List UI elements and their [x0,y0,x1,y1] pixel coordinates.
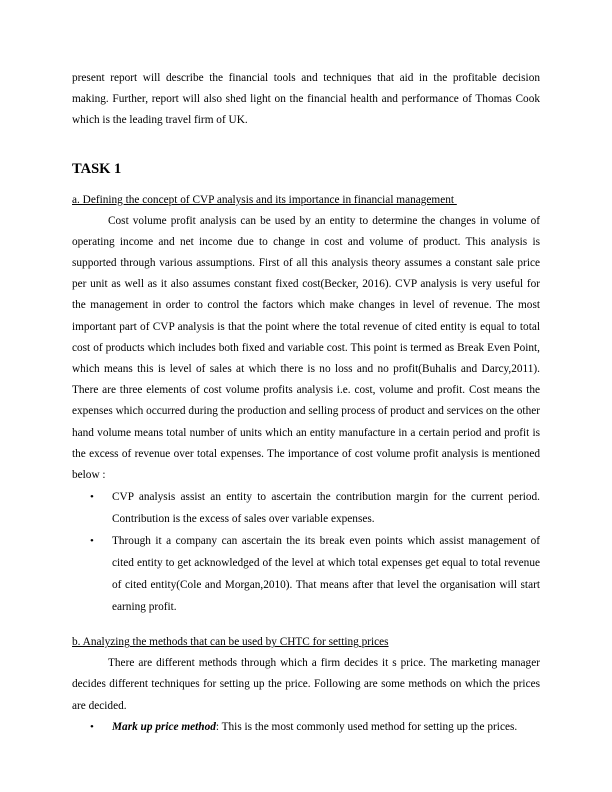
list-item [72,717,540,738]
bullet-icon: • [90,491,94,504]
bullet-text: Through it a company can ascertain the its break even points which assist management of cited entity to get acknowledged of the level at which total expenses get equal to total revenue of cited entity(Cole and Morgan,2010). That means after that level the organisation will start earning profit. [112,535,540,614]
method-description: : This is the most commonly used method for setting up the prices. [215,720,518,733]
section-a-body: Cost volume profit analysis can be used by an entity to determine the changes in volume of operating income and net income due to change in cost and volume of product. This analysis is supported through various assumptions. First of all this analysis theory assumes a constant sale price per unit as well as it also assumes constant fixed cost(Becker, 2016). CVP analysis is very useful for the management in order to control the factors which make changes in level of revenue. The most important part of CVP analysis is that the point where the total revenue of cited entity is equal to total cost of products which includes both fixed and variable cost. This point is termed as Break Even Point, which means this is level of sales at which there is no loss and no profit(Buhalis and Darcy,2011). There are three elements of cost volume profits analysis i.e. cost, volume and profit. Cost means the expenses which occurred during the production and selling process of product and services on the other hand volume means total number of units which an entity manufacture in a certain period and profit is the excess of revenue over total expenses. The importance of cost volume profit analysis is mentioned below : [72,214,540,482]
section-a [72,190,540,619]
section-a-heading: a. Defining the concept of CVP analysis and its importance in financial management [72,193,457,206]
section-b-bullet-list [72,717,540,738]
bullet-icon: • [90,535,94,548]
document-page [72,68,540,738]
section-b-body: There are different methods through which a firm decides it s price. The marketing manager decides different techniques for setting up the price. Following are some methods on which the prices are decided. [72,657,540,712]
section-a-bullet-list [72,486,540,618]
section-b-heading: b. Analyzing the methods that can be used by CHTC for setting prices [72,636,389,649]
list-item [72,486,540,530]
list-item [72,530,540,618]
bullet-icon: • [90,720,94,733]
bullet-text: CVP analysis assist an entity to ascertain the contribution margin for the current period. Contribution is the excess of sales over variable expenses. [112,491,540,526]
section-b [72,632,540,738]
intro-paragraph: present report will describe the financial tools and techniques that aid in the profitable decision making. Further, report will also shed light on the financial health and performance of Thomas Cook which is the leading travel firm of UK. [72,72,540,127]
method-term: Mark up price method [112,720,216,733]
task-heading: TASK 1 [72,160,122,177]
